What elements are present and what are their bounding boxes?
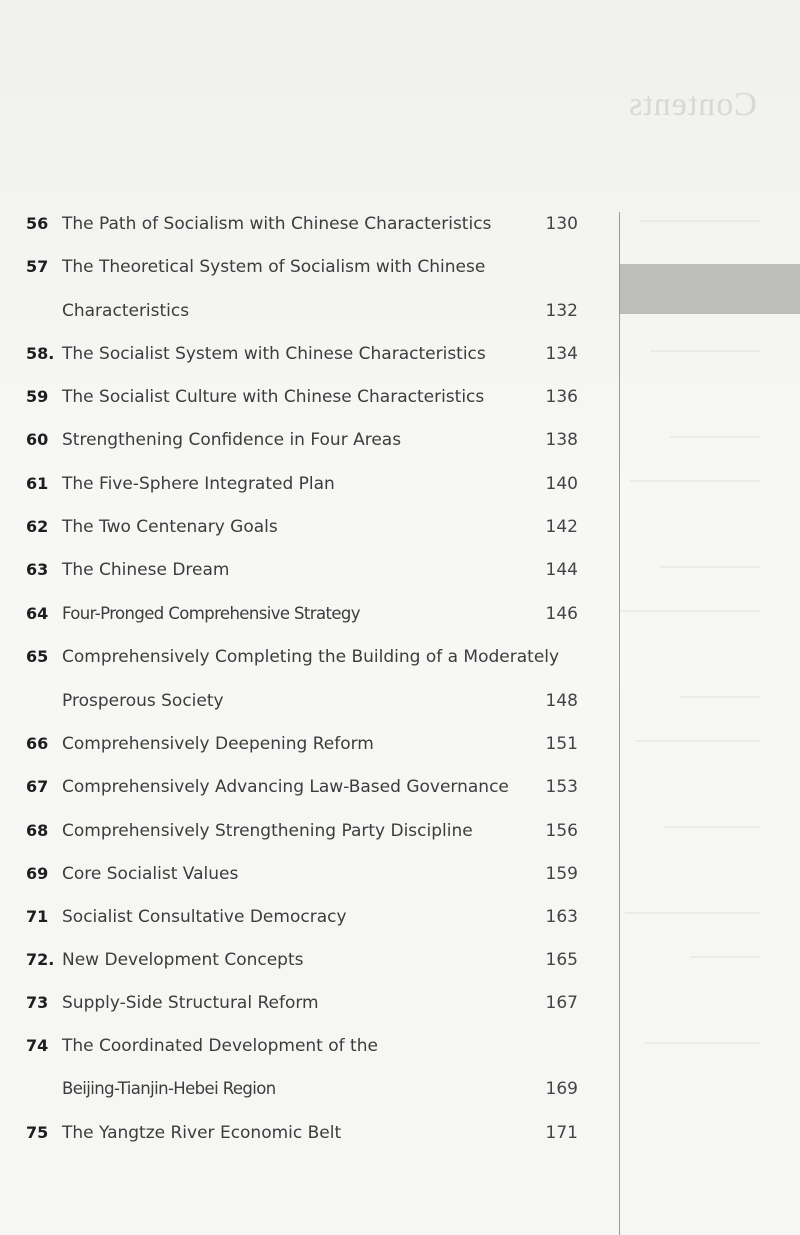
toc-entry-63[interactable] — [0, 555, 620, 585]
show-through-title: Contents — [628, 86, 757, 123]
entry-number: 68 — [26, 821, 49, 840]
toc-entry-61[interactable] — [0, 469, 620, 499]
entry-page: 144 — [545, 560, 578, 580]
entry-title: Comprehensively Advancing Law-Based Governance — [62, 777, 509, 797]
toc-entry-74[interactable] — [0, 1031, 620, 1061]
entry-page: 142 — [545, 517, 578, 537]
entry-number: 56 — [26, 214, 49, 233]
entry-page: 163 — [545, 907, 578, 927]
entry-title: Comprehensively Completing the Building of a Moderately — [62, 647, 560, 667]
entry-title: New Development Concepts — [62, 950, 304, 970]
toc-entry-64[interactable] — [0, 599, 620, 629]
entry-page: 134 — [545, 344, 578, 364]
entry-page: 130 — [545, 214, 578, 234]
entry-number: 71 — [26, 907, 49, 926]
toc-entry-66[interactable] — [0, 729, 620, 759]
section-tab-band — [620, 264, 800, 314]
entry-title: Core Socialist Values — [62, 864, 239, 884]
toc-entry-56[interactable] — [0, 209, 620, 239]
entry-title: Characteristics — [62, 301, 190, 321]
entry-page: 148 — [545, 691, 578, 711]
entry-page: 156 — [545, 821, 578, 841]
toc-entry-59[interactable] — [0, 382, 620, 412]
entry-page: 140 — [545, 474, 578, 494]
toc-entry-65-continued[interactable] — [0, 686, 620, 716]
toc-entry-62[interactable] — [0, 512, 620, 542]
entry-page: 171 — [545, 1123, 578, 1143]
entry-number: 59 — [26, 387, 49, 406]
entry-page: 138 — [545, 430, 578, 450]
entry-title: The Coordinated Development of the — [62, 1036, 378, 1056]
entry-number: 66 — [26, 734, 49, 753]
entry-title: The Theoretical System of Socialism with Chinese — [62, 257, 486, 277]
entry-title: Comprehensively Deepening Reform — [62, 734, 374, 754]
entry-title: The Path of Socialism with Chinese Characteristics — [62, 214, 492, 234]
entry-title: The Two Centenary Goals — [62, 517, 278, 537]
toc-entry-71[interactable] — [0, 902, 620, 932]
toc-entry-65[interactable] — [0, 642, 620, 672]
toc-entry-68[interactable] — [0, 816, 620, 846]
entry-page: 153 — [545, 777, 578, 797]
entry-number: 62 — [26, 517, 49, 536]
entry-title: Socialist Consultative Democracy — [62, 907, 347, 927]
entry-title: The Socialist System with Chinese Characteristics — [62, 344, 486, 364]
entry-page: 146 — [545, 604, 578, 624]
entry-number: 73 — [26, 993, 49, 1012]
entry-title: The Five-Sphere Integrated Plan — [62, 474, 335, 494]
entry-number: 72. — [26, 950, 55, 969]
toc-entry-57[interactable] — [0, 252, 620, 282]
toc-entry-58[interactable] — [0, 339, 620, 369]
entry-title: Four-Pronged Comprehensive Strategy — [62, 604, 360, 623]
entry-number: 57 — [26, 257, 49, 276]
entry-number: 58. — [26, 344, 55, 363]
toc-entry-57-continued[interactable] — [0, 296, 620, 326]
entry-number: 60 — [26, 430, 49, 449]
toc-entry-74-continued[interactable] — [0, 1074, 620, 1104]
entry-page: 159 — [545, 864, 578, 884]
entry-page: 132 — [545, 301, 578, 321]
toc-entry-67[interactable] — [0, 772, 620, 802]
toc-entry-73[interactable] — [0, 988, 620, 1018]
entry-title: Prosperous Society — [62, 691, 224, 711]
entry-page: 169 — [545, 1079, 578, 1099]
entry-number: 64 — [26, 604, 49, 623]
entry-page: 136 — [545, 387, 578, 407]
entry-number: 63 — [26, 560, 49, 579]
entry-number: 65 — [26, 647, 49, 666]
entry-number: 75 — [26, 1123, 49, 1142]
entry-title: Strengthening Confidence in Four Areas — [62, 430, 402, 450]
entry-title: The Yangtze River Economic Belt — [62, 1123, 342, 1143]
entry-page: 167 — [545, 993, 578, 1013]
entry-title: Beijing-Tianjin-Hebei Region — [62, 1079, 276, 1098]
entry-title: The Chinese Dream — [62, 560, 230, 580]
entry-number: 67 — [26, 777, 49, 796]
toc-entry-75[interactable] — [0, 1118, 620, 1148]
toc-entry-72[interactable] — [0, 945, 620, 975]
entry-page: 165 — [545, 950, 578, 970]
entry-title: Supply-Side Structural Reform — [62, 993, 319, 1013]
entry-number: 61 — [26, 474, 49, 493]
toc-entry-60[interactable] — [0, 425, 620, 455]
entry-number: 69 — [26, 864, 49, 883]
toc-entry-69[interactable] — [0, 859, 620, 889]
entry-page: 151 — [545, 734, 578, 754]
entry-title: The Socialist Culture with Chinese Characteristics — [62, 387, 485, 407]
entry-number: 74 — [26, 1036, 49, 1055]
entry-title: Comprehensively Strengthening Party Discipline — [62, 821, 473, 841]
